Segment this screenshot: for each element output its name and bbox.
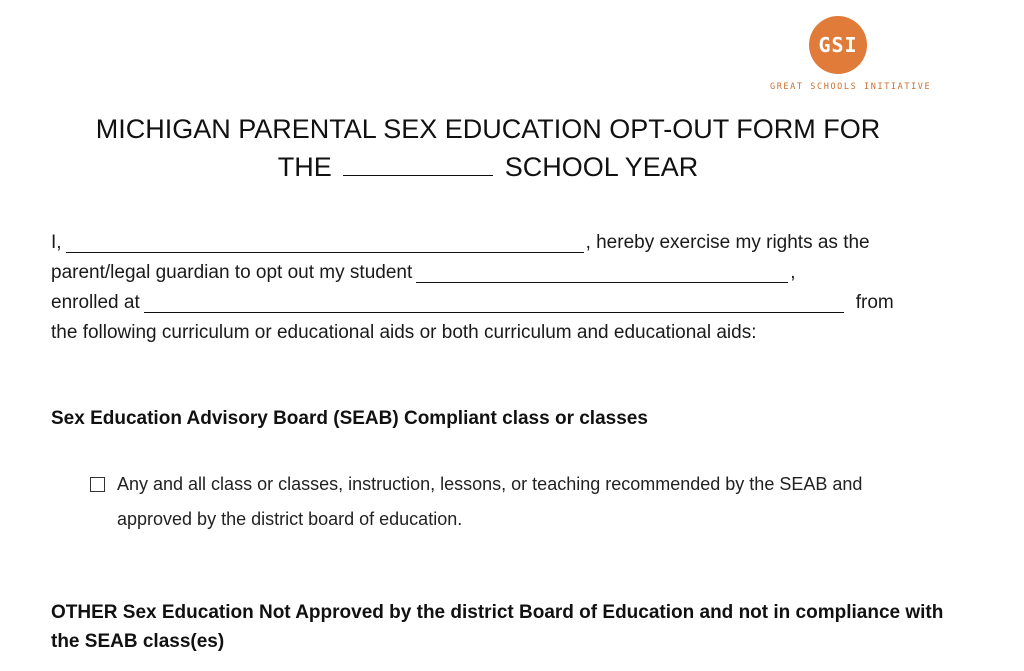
form-title (0, 110, 976, 186)
title-suffix: SCHOOL YEAR (504, 152, 699, 182)
gsi-logo (770, 16, 932, 96)
seab-option (90, 467, 890, 537)
parent-name-blank[interactable] (66, 231, 584, 253)
statement-l2-end: , (790, 262, 796, 283)
statement-line-4: the following curriculum or educational aids or both curriculum and educational aids: (51, 322, 757, 343)
seab-opt-out-checkbox[interactable] (90, 477, 105, 492)
statement-line-3 (51, 288, 941, 318)
title-line-2 (0, 148, 976, 186)
opt-out-statement (51, 228, 941, 348)
title-prefix: THE (277, 152, 332, 182)
statement-l3-end: from (855, 292, 894, 313)
statement-l3-start: enrolled at (51, 292, 140, 313)
statement-l1-start: I, (51, 232, 62, 253)
seab-section-heading: Sex Education Advisory Board (SEAB) Compliant class or classes (51, 408, 648, 429)
statement-line-2 (51, 258, 941, 288)
statement-l2-start: parent/legal guardian to opt out my student (51, 262, 413, 283)
school-year-blank[interactable] (343, 174, 493, 176)
student-name-blank[interactable] (416, 261, 788, 283)
title-line-1: MICHIGAN PARENTAL SEX EDUCATION OPT-OUT FORM FOR (95, 114, 881, 144)
statement-l1-end: , hereby exercise my rights as the (585, 232, 870, 253)
other-section-heading: OTHER Sex Education Not Approved by the district Board of Education and not in compliance with the SEAB class(es) (51, 602, 944, 652)
logo-name: GREAT SCHOOLS INITIATIVE (770, 82, 932, 92)
seab-option-label: Any and all class or classes, instruction, lessons, or teaching recommended by the SEAB and approved by the district board of education. (117, 474, 863, 529)
statement-line-1 (51, 228, 941, 258)
logo-circle: GSI (809, 16, 867, 74)
school-name-blank[interactable] (144, 291, 844, 313)
